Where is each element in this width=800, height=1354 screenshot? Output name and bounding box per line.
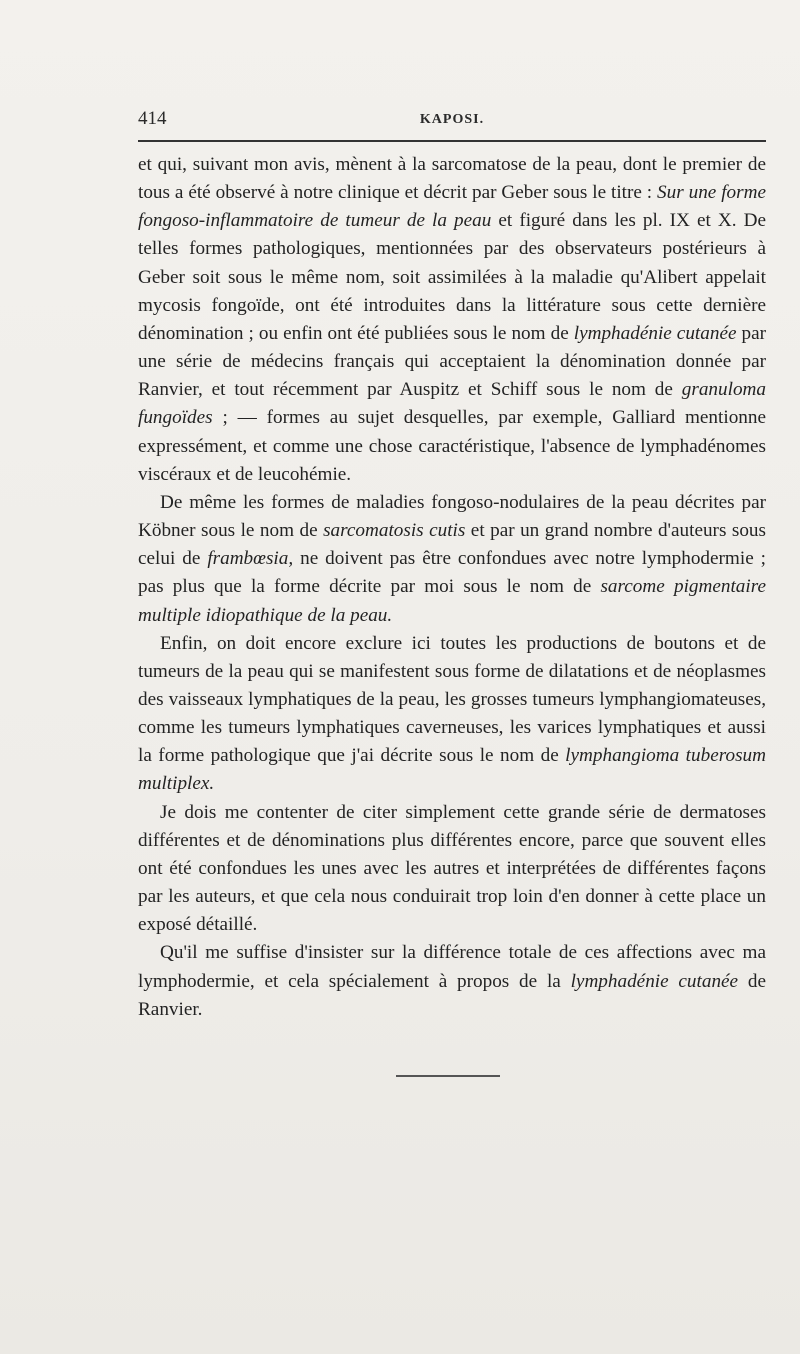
text-run: de Ranvier.	[138, 970, 766, 1020]
italic-term: granuloma fungoïdes	[138, 379, 766, 429]
text-run: et qui, suivant mon avis, mènent à la sarcomatose de la peau, dont le premier de tous a été observé à notre clinique et décrit par Geber sous le titre :	[138, 154, 766, 204]
page-number: 414	[138, 108, 167, 129]
text-run: ne doivent pas être confondues avec notre lymphodermie ; pas plus que la forme décrite par moi sous le nom de	[138, 548, 766, 598]
text-run: et par un grand nombre d'auteurs sous celui de	[138, 520, 766, 570]
text-run: ; — formes au sujet desquelles, par exemple, Galliard mentionne expressément, et comme une chose caractéristique, l'absence de lymphadénomes viscéraux et de leucohémie.	[138, 407, 766, 485]
italic-term: frambœsia,	[207, 548, 294, 570]
paragraph	[138, 151, 766, 489]
end-rule	[396, 1075, 500, 1077]
italic-term: sarcome pigmentaire multiple idiopathique de la peau.	[138, 576, 766, 626]
paragraph	[138, 799, 766, 940]
body-text	[138, 151, 766, 1024]
text-run: Je dois me contenter de citer simplement cette grande série de dermatoses différentes et de dénominations plus différentes encore, parce que souvent elles ont été confondues les unes avec les autres et interprétées de différentes façons par les auteurs, et que cela nous conduirait trop loin d'en donner à cette place un exposé détaillé.	[138, 801, 766, 936]
italic-term: lymphadénie cutanée	[570, 970, 739, 992]
text-run: et figuré dans les pl. IX et X. De telles formes pathologiques, mentionnées par des observateurs postérieurs à Geber soit sous le même nom, soit assimilées à la maladie qu'Alibert appelait mycosis fongoïde, ont été introduites dans la littérature sous cette dernière dénomination ; ou enfin ont été publiées sous le nom de	[138, 210, 766, 344]
running-title: KAPOSI.	[419, 112, 485, 127]
paragraph	[138, 489, 766, 630]
paragraph	[138, 939, 766, 1023]
text-run: par une série de médecins français qui acceptaient la dénomination donnée par Ranvier, et tout récemment par Auspitz et Schiff sous le nom de	[138, 322, 767, 401]
text-run: Qu'il me suffise d'insister sur la différence totale de ces affections avec ma lymphodermie, et cela spécialement à propos de la	[138, 942, 766, 992]
text-run: De même les formes de maladies fongoso-nodulaires de la peau décrites par Köbner sous le nom de	[138, 491, 766, 542]
italic-term: lymphadénie cutanée	[573, 322, 737, 344]
italic-term: lymphangioma tuberosum multiplex.	[138, 745, 766, 795]
header-rule	[138, 140, 766, 142]
italic-term: sarcomatosis cutis	[323, 520, 466, 542]
italic-term: Sur une forme fongoso-inflammatoire de tumeur de la peau	[138, 182, 766, 232]
paragraph	[138, 630, 766, 799]
running-head	[138, 104, 766, 134]
text-run: Enfin, on doit encore exclure ici toutes les productions de boutons et de tumeurs de la peau qui se manifestent sous forme de dilatations et de néoplasmes des vaisseaux lymphatiques de la peau, les grosses tumeurs lymphangiomateuses, comme les tumeurs lymphatiques caverneuses, les varices lymphatiques et aussi la forme pathologique que j'ai décrite sous le nom de	[138, 632, 766, 767]
